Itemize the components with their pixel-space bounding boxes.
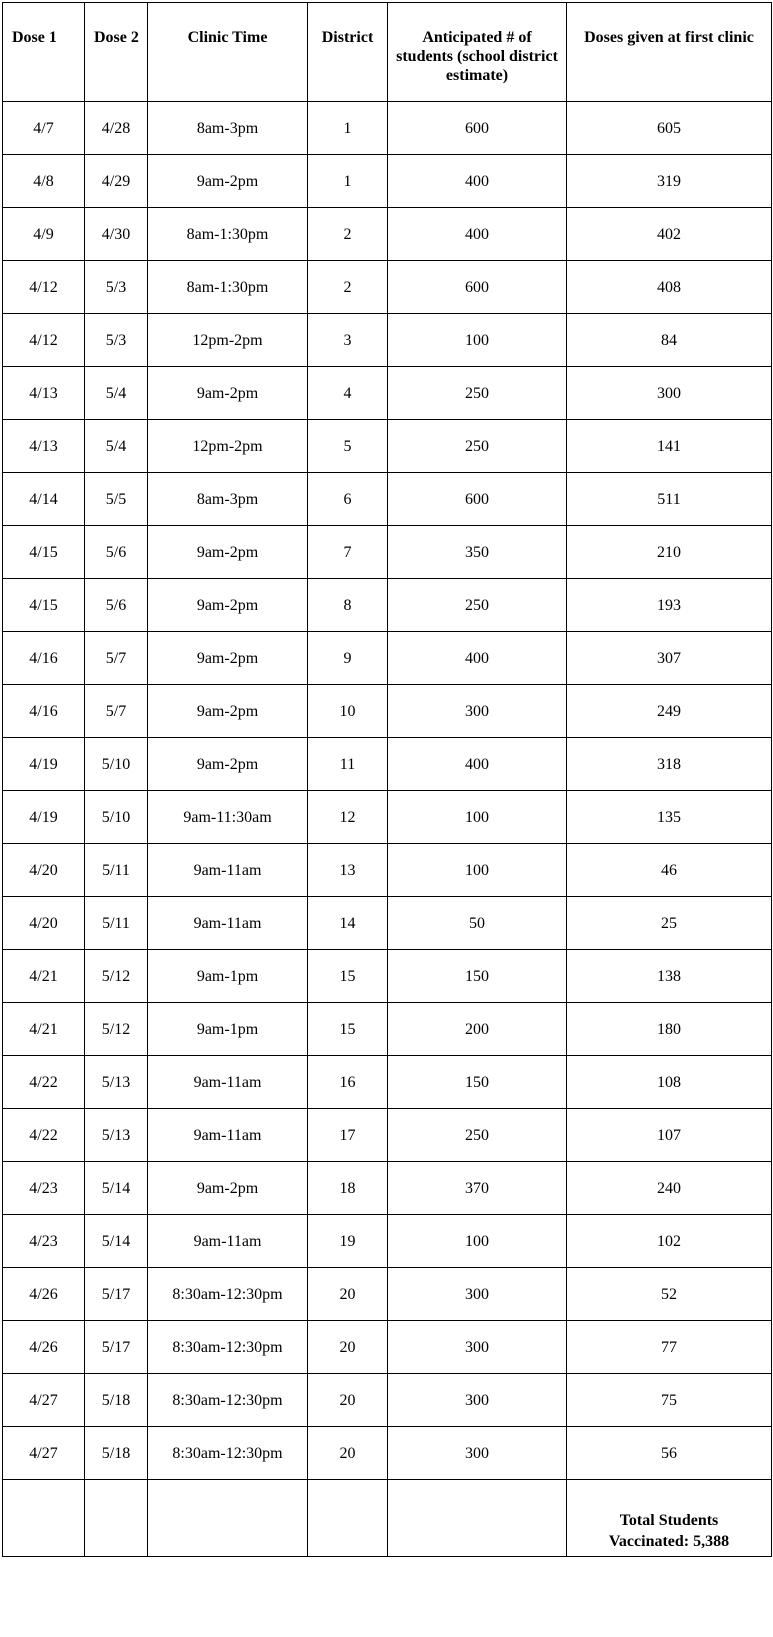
cell-dose-1: 4/20 (3, 897, 85, 950)
total-empty-cell (3, 1480, 85, 1557)
table-row (3, 632, 772, 685)
cell-district: 13 (308, 844, 388, 897)
table-row (3, 738, 772, 791)
cell-anticipated: 370 (388, 1162, 567, 1215)
table-row (3, 685, 772, 738)
cell-district: 20 (308, 1374, 388, 1427)
total-empty-cell (388, 1480, 567, 1557)
header-dose-1: Dose 1 (3, 3, 85, 102)
cell-dose-2: 5/12 (85, 1003, 148, 1056)
cell-doses-given: 75 (567, 1374, 772, 1427)
cell-clinic-time: 12pm-2pm (148, 314, 308, 367)
cell-district: 10 (308, 685, 388, 738)
cell-district: 20 (308, 1321, 388, 1374)
cell-district: 3 (308, 314, 388, 367)
header-row (3, 3, 772, 102)
cell-dose-1: 4/27 (3, 1427, 85, 1480)
table-row (3, 314, 772, 367)
header-district: District (308, 3, 388, 102)
cell-dose-1: 4/16 (3, 632, 85, 685)
cell-dose-1: 4/15 (3, 526, 85, 579)
cell-doses-given: 25 (567, 897, 772, 950)
cell-dose-2: 4/29 (85, 155, 148, 208)
cell-dose-2: 5/13 (85, 1056, 148, 1109)
cell-doses-given: 108 (567, 1056, 772, 1109)
cell-clinic-time: 9am-2pm (148, 526, 308, 579)
cell-district: 19 (308, 1215, 388, 1268)
cell-doses-given: 511 (567, 473, 772, 526)
cell-district: 14 (308, 897, 388, 950)
cell-anticipated: 50 (388, 897, 567, 950)
cell-anticipated: 300 (388, 1374, 567, 1427)
table-row (3, 1162, 772, 1215)
table-row (3, 526, 772, 579)
cell-clinic-time: 9am-2pm (148, 155, 308, 208)
cell-clinic-time: 9am-2pm (148, 367, 308, 420)
cell-anticipated: 250 (388, 1109, 567, 1162)
cell-doses-given: 180 (567, 1003, 772, 1056)
cell-dose-1: 4/9 (3, 208, 85, 261)
table-row (3, 420, 772, 473)
cell-clinic-time: 9am-2pm (148, 685, 308, 738)
cell-doses-given: 102 (567, 1215, 772, 1268)
cell-doses-given: 318 (567, 738, 772, 791)
cell-dose-1: 4/26 (3, 1321, 85, 1374)
cell-dose-2: 5/4 (85, 367, 148, 420)
cell-dose-1: 4/27 (3, 1374, 85, 1427)
cell-anticipated: 300 (388, 1321, 567, 1374)
cell-dose-2: 5/3 (85, 261, 148, 314)
cell-district: 1 (308, 155, 388, 208)
cell-doses-given: 46 (567, 844, 772, 897)
cell-dose-1: 4/19 (3, 738, 85, 791)
cell-district: 7 (308, 526, 388, 579)
cell-anticipated: 350 (388, 526, 567, 579)
cell-district: 4 (308, 367, 388, 420)
cell-dose-2: 5/11 (85, 844, 148, 897)
cell-clinic-time: 9am-11am (148, 1056, 308, 1109)
cell-anticipated: 400 (388, 632, 567, 685)
cell-dose-1: 4/26 (3, 1268, 85, 1321)
cell-dose-2: 5/18 (85, 1427, 148, 1480)
cell-dose-2: 5/10 (85, 738, 148, 791)
cell-doses-given: 193 (567, 579, 772, 632)
cell-clinic-time: 9am-11am (148, 1109, 308, 1162)
cell-dose-1: 4/23 (3, 1215, 85, 1268)
cell-doses-given: 135 (567, 791, 772, 844)
cell-doses-given: 141 (567, 420, 772, 473)
cell-district: 20 (308, 1427, 388, 1480)
cell-doses-given: 138 (567, 950, 772, 1003)
cell-anticipated: 100 (388, 844, 567, 897)
cell-doses-given: 249 (567, 685, 772, 738)
cell-doses-given: 402 (567, 208, 772, 261)
cell-doses-given: 408 (567, 261, 772, 314)
cell-doses-given: 307 (567, 632, 772, 685)
cell-dose-2: 5/6 (85, 526, 148, 579)
cell-dose-1: 4/12 (3, 314, 85, 367)
cell-clinic-time: 9am-1pm (148, 950, 308, 1003)
cell-clinic-time: 8am-3pm (148, 473, 308, 526)
table-row (3, 844, 772, 897)
cell-doses-given: 77 (567, 1321, 772, 1374)
header-clinic-time: Clinic Time (148, 3, 308, 102)
cell-dose-1: 4/21 (3, 1003, 85, 1056)
cell-clinic-time: 9am-1pm (148, 1003, 308, 1056)
table-row (3, 1321, 772, 1374)
total-row (3, 1480, 772, 1557)
cell-anticipated: 200 (388, 1003, 567, 1056)
cell-doses-given: 300 (567, 367, 772, 420)
cell-district: 18 (308, 1162, 388, 1215)
cell-clinic-time: 9am-11am (148, 897, 308, 950)
cell-doses-given: 52 (567, 1268, 772, 1321)
cell-dose-2: 5/13 (85, 1109, 148, 1162)
cell-dose-1: 4/13 (3, 367, 85, 420)
cell-anticipated: 400 (388, 155, 567, 208)
table-row (3, 1374, 772, 1427)
table-row (3, 208, 772, 261)
cell-dose-1: 4/14 (3, 473, 85, 526)
total-empty-cell (148, 1480, 308, 1557)
table-row (3, 367, 772, 420)
cell-anticipated: 100 (388, 791, 567, 844)
cell-clinic-time: 9am-11:30am (148, 791, 308, 844)
cell-clinic-time: 8:30am-12:30pm (148, 1268, 308, 1321)
cell-district: 5 (308, 420, 388, 473)
cell-dose-2: 5/7 (85, 632, 148, 685)
cell-clinic-time: 8am-1:30pm (148, 208, 308, 261)
cell-district: 6 (308, 473, 388, 526)
cell-anticipated: 600 (388, 473, 567, 526)
cell-anticipated: 150 (388, 1056, 567, 1109)
cell-district: 8 (308, 579, 388, 632)
table-row (3, 1215, 772, 1268)
table-body (3, 102, 772, 1557)
cell-anticipated: 600 (388, 261, 567, 314)
cell-dose-2: 5/4 (85, 420, 148, 473)
cell-doses-given: 84 (567, 314, 772, 367)
table-row (3, 102, 772, 155)
table-row (3, 473, 772, 526)
cell-dose-2: 5/5 (85, 473, 148, 526)
cell-clinic-time: 9am-11am (148, 1215, 308, 1268)
cell-clinic-time: 8am-1:30pm (148, 261, 308, 314)
cell-dose-2: 5/17 (85, 1268, 148, 1321)
cell-district: 1 (308, 102, 388, 155)
cell-district: 20 (308, 1268, 388, 1321)
header-anticipated-students: Anticipated # of students (school district estimate) (388, 3, 567, 102)
table-row (3, 897, 772, 950)
total-label: Total Students (619, 1512, 719, 1529)
cell-district: 12 (308, 791, 388, 844)
cell-clinic-time: 8:30am-12:30pm (148, 1321, 308, 1374)
cell-district: 2 (308, 208, 388, 261)
cell-dose-1: 4/15 (3, 579, 85, 632)
cell-clinic-time: 9am-2pm (148, 1162, 308, 1215)
header-dose-2: Dose 2 (85, 3, 148, 102)
cell-anticipated: 100 (388, 1215, 567, 1268)
table-row (3, 950, 772, 1003)
total-empty-cell (85, 1480, 148, 1557)
total-value: Vaccinated: 5,388 (608, 1533, 730, 1550)
cell-clinic-time: 9am-2pm (148, 632, 308, 685)
table-row (3, 1003, 772, 1056)
cell-dose-2: 5/12 (85, 950, 148, 1003)
cell-dose-1: 4/7 (3, 102, 85, 155)
cell-dose-1: 4/23 (3, 1162, 85, 1215)
cell-dose-1: 4/22 (3, 1109, 85, 1162)
cell-anticipated: 250 (388, 367, 567, 420)
cell-district: 9 (308, 632, 388, 685)
cell-clinic-time: 8:30am-12:30pm (148, 1427, 308, 1480)
table-row (3, 791, 772, 844)
cell-dose-2: 5/7 (85, 685, 148, 738)
cell-dose-2: 4/30 (85, 208, 148, 261)
table-row (3, 1109, 772, 1162)
cell-dose-1: 4/13 (3, 420, 85, 473)
cell-district: 15 (308, 1003, 388, 1056)
cell-dose-2: 4/28 (85, 102, 148, 155)
header-doses-given: Doses given at first clinic (567, 3, 772, 102)
total-students-cell (567, 1480, 772, 1557)
table-row (3, 1056, 772, 1109)
cell-anticipated: 400 (388, 738, 567, 791)
cell-anticipated: 250 (388, 579, 567, 632)
cell-district: 15 (308, 950, 388, 1003)
cell-dose-2: 5/14 (85, 1215, 148, 1268)
cell-anticipated: 400 (388, 208, 567, 261)
cell-district: 16 (308, 1056, 388, 1109)
cell-anticipated: 600 (388, 102, 567, 155)
cell-doses-given: 107 (567, 1109, 772, 1162)
cell-dose-1: 4/12 (3, 261, 85, 314)
cell-clinic-time: 8am-3pm (148, 102, 308, 155)
cell-anticipated: 300 (388, 1268, 567, 1321)
cell-doses-given: 56 (567, 1427, 772, 1480)
cell-clinic-time: 9am-2pm (148, 738, 308, 791)
cell-clinic-time: 9am-11am (148, 844, 308, 897)
cell-doses-given: 319 (567, 155, 772, 208)
cell-doses-given: 210 (567, 526, 772, 579)
cell-district: 17 (308, 1109, 388, 1162)
table-row (3, 579, 772, 632)
vaccination-clinic-table (2, 2, 772, 1557)
cell-dose-2: 5/10 (85, 791, 148, 844)
cell-dose-2: 5/14 (85, 1162, 148, 1215)
table-row (3, 261, 772, 314)
cell-anticipated: 250 (388, 420, 567, 473)
table-row (3, 155, 772, 208)
table-row (3, 1268, 772, 1321)
table-header (3, 3, 772, 102)
cell-anticipated: 300 (388, 685, 567, 738)
cell-anticipated: 150 (388, 950, 567, 1003)
cell-dose-1: 4/19 (3, 791, 85, 844)
cell-dose-2: 5/18 (85, 1374, 148, 1427)
cell-anticipated: 100 (388, 314, 567, 367)
cell-clinic-time: 8:30am-12:30pm (148, 1374, 308, 1427)
cell-doses-given: 605 (567, 102, 772, 155)
total-empty-cell (308, 1480, 388, 1557)
table-row (3, 1427, 772, 1480)
cell-clinic-time: 9am-2pm (148, 579, 308, 632)
cell-dose-1: 4/8 (3, 155, 85, 208)
cell-anticipated: 300 (388, 1427, 567, 1480)
cell-dose-2: 5/3 (85, 314, 148, 367)
cell-dose-2: 5/17 (85, 1321, 148, 1374)
cell-district: 11 (308, 738, 388, 791)
cell-dose-2: 5/11 (85, 897, 148, 950)
cell-dose-1: 4/20 (3, 844, 85, 897)
cell-dose-1: 4/16 (3, 685, 85, 738)
cell-district: 2 (308, 261, 388, 314)
cell-clinic-time: 12pm-2pm (148, 420, 308, 473)
cell-dose-2: 5/6 (85, 579, 148, 632)
cell-doses-given: 240 (567, 1162, 772, 1215)
cell-dose-1: 4/21 (3, 950, 85, 1003)
cell-dose-1: 4/22 (3, 1056, 85, 1109)
